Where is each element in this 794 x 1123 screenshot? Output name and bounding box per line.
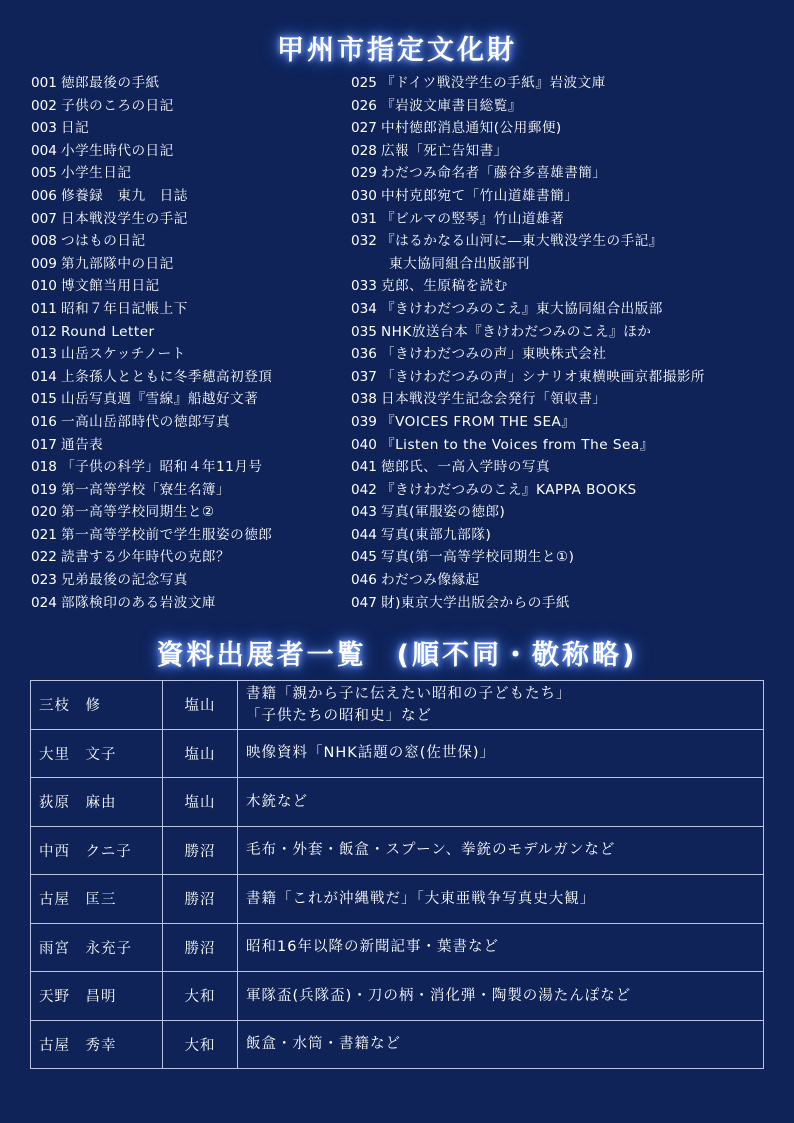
exhibitor-name: 雨宮 永充子: [31, 923, 163, 972]
item-title: 中村克郎宛て「竹山道雄書簡」: [381, 187, 579, 204]
item-title: 小学生時代の日記: [61, 142, 174, 159]
item-title: 日記: [61, 120, 90, 137]
list-item: [351, 456, 781, 479]
item-title: 兄弟最後の記念写真: [61, 572, 188, 589]
list-item: [31, 411, 341, 434]
item-title: 『きけわだつみのこえ』KAPPA BOOKS: [381, 481, 637, 498]
item-list-left: [31, 72, 341, 614]
list-item: [31, 140, 341, 163]
item-title: つはもの日記: [61, 233, 146, 250]
item-title: 『Listen to the Voices from The Sea』: [381, 436, 654, 453]
item-title: 第九部隊中の日記: [61, 255, 174, 272]
list-item: [351, 275, 781, 298]
exhibitors-title: 資料出展者一覧 (順不同・敬称略): [156, 640, 638, 671]
exhibitor-item-line: 軍隊盃(兵隊盃)・刀の柄・消化弾・陶製の湯たんぽなど: [246, 987, 632, 1004]
exhibitor-area: 勝沼: [163, 826, 238, 875]
exhibitor-area: 大和: [163, 972, 238, 1021]
item-title: 中村徳郎消息通知(公用郵便): [381, 120, 562, 137]
item-title: 読書する少年時代の克郎？: [61, 549, 231, 566]
item-title: 通告表: [61, 436, 104, 453]
item-number: 013: [31, 346, 57, 363]
exhibitor-name: 古屋 秀幸: [31, 1020, 163, 1069]
table-row: [31, 972, 764, 1021]
exhibitor-items: [238, 875, 764, 924]
item-number: 026: [351, 97, 377, 114]
exhibitor-item-line: 「子供たちの昭和史」など: [246, 707, 432, 724]
item-number: 007: [31, 210, 57, 227]
item-title: Round Letter: [61, 323, 155, 340]
list-item: [351, 434, 781, 457]
item-number: 045: [351, 549, 377, 566]
item-number: 041: [351, 459, 377, 476]
item-number: 011: [31, 300, 57, 317]
item-list-right: [351, 72, 781, 614]
item-title: 財)東京大学出版会からの手紙: [381, 594, 571, 611]
list-item: [351, 592, 781, 615]
list-item: [351, 569, 781, 592]
item-number: 021: [31, 526, 57, 543]
exhibitor-name: 大里 文子: [31, 729, 163, 778]
list-item: [31, 321, 341, 344]
item-number: 034: [351, 300, 377, 317]
list-item: [31, 546, 341, 569]
list-item: [351, 230, 781, 253]
exhibitor-name: 中西 クニ子: [31, 826, 163, 875]
list-item: [351, 117, 781, 140]
list-item: [31, 208, 341, 231]
list-item: [351, 524, 781, 547]
item-number: 010: [31, 278, 57, 295]
item-title: 『VOICES FROM THE SEA』: [381, 413, 576, 430]
exhibitor-name: 天野 昌明: [31, 972, 163, 1021]
item-number: 028: [351, 142, 377, 159]
item-number: 020: [31, 504, 57, 521]
list-item: [31, 479, 341, 502]
list-item: [31, 388, 341, 411]
item-title: 『きけわだつみのこえ』東大協同組合出版部: [381, 300, 663, 317]
list-item: [31, 592, 341, 615]
exhibitor-item-line: 木銃など: [246, 793, 308, 810]
exhibitor-item-line: 映像資料「NHK話題の窓(佐世保)」: [246, 745, 496, 762]
item-number: 032: [351, 233, 377, 250]
item-number: 039: [351, 413, 377, 430]
item-title: 第一高等学校前で学生服姿の徳郎: [61, 526, 273, 543]
page-title: 甲州市指定文化財: [277, 35, 517, 66]
table-row: [31, 875, 764, 924]
item-number: 033: [351, 278, 377, 295]
item-number: 042: [351, 481, 377, 498]
exhibitor-item-line: 書籍「これが沖縄戦だ」「大東亜戦争写真史大観」: [246, 890, 596, 907]
exhibitor-area: 塩山: [163, 681, 238, 730]
list-item: [31, 117, 341, 140]
item-title: 「きけわだつみの声」東映株式会社: [381, 346, 607, 363]
item-title: 克郎、生原稿を読む: [381, 278, 508, 295]
item-title: 徳郎氏、一高入学時の写真: [381, 459, 551, 476]
exhibitor-items: [238, 729, 764, 778]
exhibitor-area: 大和: [163, 1020, 238, 1069]
item-number: 024: [31, 594, 57, 611]
list-item: [351, 321, 781, 344]
item-title: NHK放送台本『きけわだつみのこえ』ほか: [381, 323, 652, 340]
item-title: わだつみ命名者「藤谷多喜雄書簡」: [381, 165, 607, 182]
item-title: 第一高等学校「寮生名簿」: [61, 481, 231, 498]
item-title: 部隊検印のある岩波文庫: [61, 594, 217, 611]
item-number: 009: [31, 255, 57, 272]
list-item: [31, 230, 341, 253]
item-title: 修養録 東九 日誌: [61, 187, 188, 204]
exhibitor-name: 古屋 匡三: [31, 875, 163, 924]
exhibitors-table: [30, 680, 764, 1069]
item-number: 014: [31, 368, 57, 385]
table-row: [31, 826, 764, 875]
table-row: [31, 923, 764, 972]
item-number: 025: [351, 75, 377, 91]
item-title: 小学生日記: [61, 165, 132, 182]
list-item: [351, 388, 781, 411]
item-title: 東大協同組合出版部刊: [389, 255, 530, 272]
item-title: わだつみ像縁起: [381, 572, 480, 589]
list-item: [351, 366, 781, 389]
exhibitor-name: 荻原 麻由: [31, 778, 163, 827]
exhibitor-area: 塩山: [163, 729, 238, 778]
item-number: 029: [351, 165, 377, 182]
list-item: [351, 140, 781, 163]
list-item: [351, 185, 781, 208]
item-title: 「きけわだつみの声」シナリオ東横映画京都撮影所: [381, 368, 706, 385]
item-number: 017: [31, 436, 57, 453]
list-item: [351, 162, 781, 185]
list-item: [351, 253, 781, 276]
list-item: [351, 501, 781, 524]
exhibitor-items: [238, 778, 764, 827]
item-number: 027: [351, 120, 377, 137]
exhibitor-items: [238, 923, 764, 972]
item-number: 038: [351, 391, 377, 408]
item-title: 『ドイツ戦没学生の手紙』岩波文庫: [381, 75, 606, 91]
item-number: 023: [31, 572, 57, 589]
table-row: [31, 1020, 764, 1069]
item-number: 035: [351, 323, 377, 340]
item-title: 山岳スケッチノート: [61, 346, 186, 363]
item-title: 写真(東部九部隊): [381, 526, 492, 543]
item-number: 022: [31, 549, 57, 566]
list-item: [31, 456, 341, 479]
item-number: 008: [31, 233, 57, 250]
list-item: [351, 72, 781, 95]
item-title: 昭和７年日記帳上下: [61, 300, 188, 317]
item-title: 『はるかなる山河に―東大戦没学生の手記』: [381, 233, 663, 250]
item-number: 003: [31, 120, 57, 137]
item-number: 043: [351, 504, 377, 521]
list-item: [31, 298, 341, 321]
item-number: 012: [31, 323, 57, 340]
item-title: 『岩波文庫書目総覧』: [381, 97, 522, 114]
item-number: 002: [31, 97, 57, 114]
item-number: 005: [31, 165, 57, 182]
item-title: 山岳写真週『雪線』船越好文著: [61, 391, 259, 408]
exhibitor-item-line: 飯盒・水筒・書籍など: [246, 1036, 401, 1053]
item-number: 037: [351, 368, 377, 385]
exhibitor-items: [238, 1020, 764, 1069]
item-number: 016: [31, 413, 57, 430]
item-number: 004: [31, 142, 57, 159]
item-number: 040: [351, 436, 377, 453]
list-item: [31, 434, 341, 457]
item-title: 『ビルマの竪琴』竹山道雄著: [381, 210, 565, 227]
list-item: [31, 185, 341, 208]
item-title: 徳郎最後の手紙: [61, 75, 160, 91]
item-title: 写真(軍服姿の徳郎): [381, 504, 506, 521]
list-item: [351, 208, 781, 231]
item-title: 「子供の科学」昭和４年11月号: [61, 459, 263, 476]
item-number: 019: [31, 481, 57, 498]
list-item: [31, 162, 341, 185]
exhibitor-item-line: 昭和16年以降の新聞記事・葉書など: [246, 939, 499, 956]
item-number: 036: [351, 346, 377, 363]
item-title: 日本戦没学生の手記: [61, 210, 188, 227]
item-title: 日本戦没学生記念会発行「領収書」: [381, 391, 607, 408]
exhibitor-item-line: 毛布・外套・飯盒・スプーン、拳銃のモデルガンなど: [246, 842, 616, 859]
item-title: 一高山岳部時代の徳郎写真: [61, 413, 231, 430]
list-item: [31, 343, 341, 366]
exhibitor-area: 勝沼: [163, 923, 238, 972]
list-item: [31, 524, 341, 547]
item-number: 006: [31, 187, 57, 204]
table-row: [31, 778, 764, 827]
exhibitor-name: 三枝 修: [31, 681, 163, 730]
list-item: [351, 343, 781, 366]
item-number: 046: [351, 572, 377, 589]
item-title: 博文館当用日記: [61, 278, 160, 295]
item-number: 031: [351, 210, 377, 227]
item-number: 044: [351, 526, 377, 543]
item-title: 広報「死亡告知書」: [381, 142, 508, 159]
exhibitor-items: [238, 826, 764, 875]
table-row: [31, 681, 764, 730]
list-item: [31, 95, 341, 118]
list-item: [31, 253, 341, 276]
list-item: [31, 275, 341, 298]
list-item: [31, 72, 341, 95]
exhibitor-area: 勝沼: [163, 875, 238, 924]
item-number: 030: [351, 187, 377, 204]
exhibitor-area: 塩山: [163, 778, 238, 827]
list-item: [351, 546, 781, 569]
list-item: [351, 411, 781, 434]
table-row: [31, 729, 764, 778]
item-number: 015: [31, 391, 57, 408]
item-title: 上条孫人とともに冬季穂高初登頂: [61, 368, 273, 385]
item-title: 写真(第一高等学校同期生と①): [381, 549, 575, 566]
exhibitor-item-line: 書籍「親から子に伝えたい昭和の子どもたち」: [246, 685, 572, 702]
item-number: 018: [31, 459, 57, 476]
list-item: [351, 479, 781, 502]
item-title: 第一高等学校同期生と②: [61, 504, 215, 521]
list-item: [351, 95, 781, 118]
item-number: 001: [31, 75, 57, 91]
list-item: [31, 501, 341, 524]
list-item: [31, 366, 341, 389]
item-number: 047: [351, 594, 377, 611]
list-item: [31, 569, 341, 592]
exhibitor-items: [238, 972, 764, 1021]
exhibitor-items: [238, 681, 764, 730]
list-item: [351, 298, 781, 321]
item-title: 子供のころの日記: [61, 97, 174, 114]
